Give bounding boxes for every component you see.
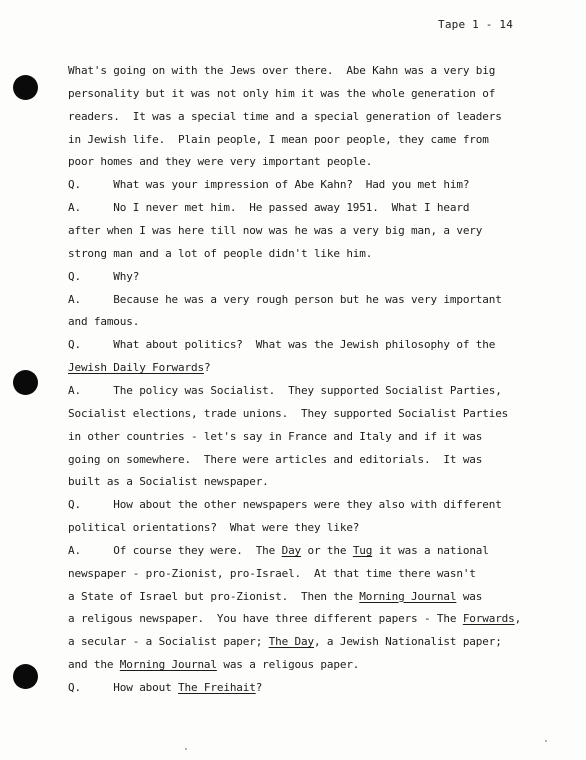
underlined-title: Tug: [352, 543, 373, 557]
transcript-line: [68, 475, 269, 489]
line-text: , a Jewish Nationalist paper;: [313, 635, 502, 649]
transcript-line: [68, 521, 359, 535]
transcript-line: [68, 338, 495, 352]
line-text: in other countries - let's say in France and Italy and if it was: [68, 429, 483, 443]
line-text: it was a national: [372, 543, 489, 557]
line-text: Q. How about the other newspapers were they also with different: [68, 498, 502, 512]
line-text: or the: [301, 543, 353, 557]
punch-hole: [13, 370, 38, 395]
line-text: readers. It was a special time and a special generation of leaders: [68, 109, 502, 123]
transcript-line: [68, 498, 502, 512]
underlined-title: The Day: [268, 635, 314, 649]
line-text: strong man and a lot of people didn't like him.: [68, 246, 373, 260]
line-text: built as a Socialist newspaper.: [68, 475, 269, 489]
line-text: ?: [255, 681, 263, 694]
line-text: political orientations? What were they like?: [68, 521, 360, 534]
page-header: Tape 1 - 14: [438, 18, 514, 31]
punch-hole: [13, 664, 38, 689]
transcript-line: [68, 270, 139, 284]
line-text: A. Because he was a very rough person but he was very important: [68, 292, 502, 306]
line-text: Q. Why?: [68, 269, 140, 283]
line-text: in Jewish life. Plain people, I mean poor people, they came from: [68, 132, 489, 146]
line-text: was a religous paper.: [216, 658, 360, 672]
transcript-line: [68, 315, 139, 329]
line-text: Socialist elections, trade unions. They supported Socialist Parties: [68, 406, 509, 420]
transcript-line: [68, 224, 482, 238]
transcript-line: [68, 590, 482, 604]
line-text: Q. How about: [68, 681, 179, 694]
line-text: What's going on with the Jews over there. Abe Kahn was a very big: [68, 64, 496, 77]
transcript-line: [68, 658, 359, 672]
transcript-line: [68, 430, 482, 444]
line-text: after when I was here till now was he was a very big man, a very: [68, 224, 483, 237]
transcript-line: [68, 384, 502, 398]
line-text: a religous newspaper. You have three different papers - The: [68, 612, 463, 626]
transcript-line: [68, 201, 469, 215]
line-text: going on somewhere. There were articles and editorials. It was: [68, 452, 483, 466]
underlined-title: Morning Journal: [119, 658, 217, 672]
line-text: A. Of course they were. The: [68, 543, 282, 557]
line-text: ?: [203, 361, 211, 375]
line-text: A. The policy was Socialist. They supported Socialist Parties,: [68, 383, 502, 397]
line-text: Q. What about politics? What was the Jewish philosophy of the: [68, 338, 496, 352]
line-text: and the: [68, 658, 120, 672]
line-text: and famous.: [68, 315, 140, 329]
line-text: personality but it was not only him it was the whole generation of: [68, 86, 496, 100]
line-text: Q. What was your impression of Abe Kahn? Had you met him?: [68, 178, 470, 192]
line-text: A. No I never met him. He passed away 1951. What I heard: [68, 201, 470, 215]
transcript-line: [68, 544, 489, 558]
underlined-title: Jewish Daily Forwards: [68, 361, 204, 375]
line-text: a State of Israel but pro-Zionist. Then the: [68, 589, 360, 603]
line-text: ,: [514, 612, 522, 626]
transcript-line: [68, 87, 495, 101]
transcript-line: [68, 635, 502, 649]
transcript-line: [68, 612, 521, 626]
punch-hole: [13, 75, 38, 100]
transcript-line: [68, 407, 508, 421]
underlined-title: Day: [281, 543, 302, 557]
transcript-line: [68, 681, 262, 695]
underlined-title: The Freihait: [178, 681, 256, 694]
transcript-line: [68, 247, 372, 261]
transcript-line: [68, 361, 210, 375]
transcript-line: [68, 110, 502, 124]
line-text: poor homes and they were very important people.: [68, 155, 373, 169]
transcript-line: [68, 64, 495, 78]
transcript-line: [68, 293, 502, 307]
speck: [185, 748, 187, 750]
transcript-line: [68, 453, 482, 467]
underlined-title: Forwards: [462, 612, 515, 626]
underlined-title: Morning Journal: [359, 589, 457, 603]
transcript-line: [68, 133, 489, 147]
line-text: a secular - a Socialist paper;: [68, 635, 269, 649]
line-text: was: [456, 589, 483, 603]
speck: [545, 740, 547, 742]
transcript-line: [68, 567, 476, 581]
transcript-line: [68, 155, 372, 169]
transcript-line: [68, 178, 469, 192]
line-text: newspaper - pro-Zionist, pro-Israel. At that time there wasn't: [68, 566, 476, 580]
